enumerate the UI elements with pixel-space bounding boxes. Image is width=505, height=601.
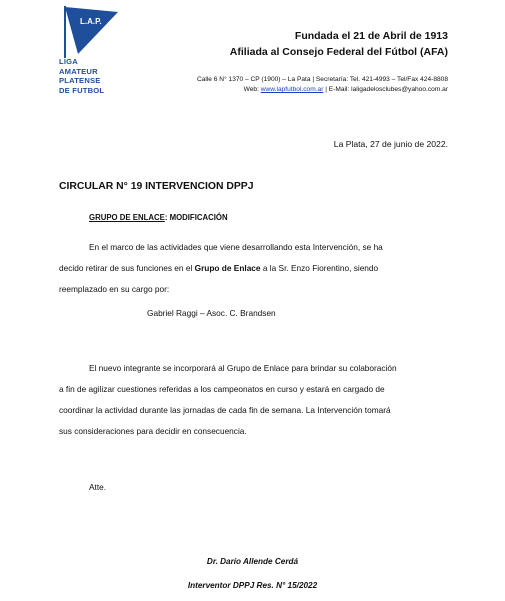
paragraph-1-line-3: reemplazado en su cargo por:: [59, 284, 170, 294]
flag-icon: [60, 4, 130, 60]
circular-title: CIRCULAR N° 19 INTERVENCION DPPJ: [59, 181, 254, 192]
email-text: | E-Mail: laligadelosclubes@yahoo.com.ar: [323, 86, 448, 93]
logo-line-4: DE FUTBOL: [59, 85, 105, 95]
paragraph-2-line-3: coordinar la actividad durante las jornadas de cada fin de semana. La Intervención tomará: [59, 405, 391, 415]
line-2-before: decido retirar de sus funciones en el: [59, 263, 195, 273]
subtitle-underlined: GRUPO DE ENLACE: [89, 213, 165, 222]
new-member: Gabriel Raggi – Asoc. C. Brandsen: [147, 308, 276, 318]
signature-role: Interventor DPPJ Res. N° 15/2022: [187, 581, 318, 590]
logo-text: [59, 57, 104, 95]
paragraph-2-line-4: sus consideraciones para decidir en consecuencia.: [59, 426, 247, 436]
logo-line-2: AMATEUR: [59, 66, 98, 76]
circular-subtitle: [89, 213, 228, 222]
document-date: La Plata, 27 de junio de 2022.: [333, 139, 448, 149]
closing: Atte.: [89, 482, 107, 492]
affiliation-heading: Afiliada al Consejo Federal del Fútbol (AFA): [229, 46, 448, 58]
website-link[interactable]: www.lapfutbol.com.ar: [260, 86, 324, 93]
subtitle-rest: : MODIFICACIÓN: [164, 213, 228, 222]
flag-text: L.A.P.: [80, 17, 102, 26]
paragraph-1-line-2: [59, 258, 449, 279]
web-label: Web:: [243, 86, 261, 93]
line-2-after: a la Sr. Enzo Fiorentino, siendo: [260, 263, 379, 273]
address-line: Calle 6 N° 1370 – CP (1900) – La Pata | Secretaría: Tel. 421-4993 – Tel/Fax 424-8808: [196, 76, 448, 83]
founded-heading: Fundada el 21 de Abril de 1913: [294, 30, 448, 42]
contact-line: [244, 86, 448, 93]
paragraph-2-line-2: a fin de agilizar cuestiones referidas a los campeonatos en curso y estará en cargado de: [59, 384, 385, 394]
paragraph-2: [59, 358, 449, 442]
logo-line-1: LIGA: [59, 57, 78, 66]
paragraph-2-line-1: El nuevo integrante se incorporará al Grupo de Enlace para brindar su colaboración: [89, 363, 397, 373]
paragraph-1: [59, 237, 449, 300]
logo-line-3: PLATENSE: [59, 76, 101, 86]
line-2-bold: Grupo de Enlace: [194, 263, 261, 273]
signature-name: Dr. Darío Allende Cerdá: [206, 557, 299, 566]
paragraph-1-line-1: En el marco de las actividades que viene desarrollando esta Intervención, se ha: [89, 242, 383, 252]
